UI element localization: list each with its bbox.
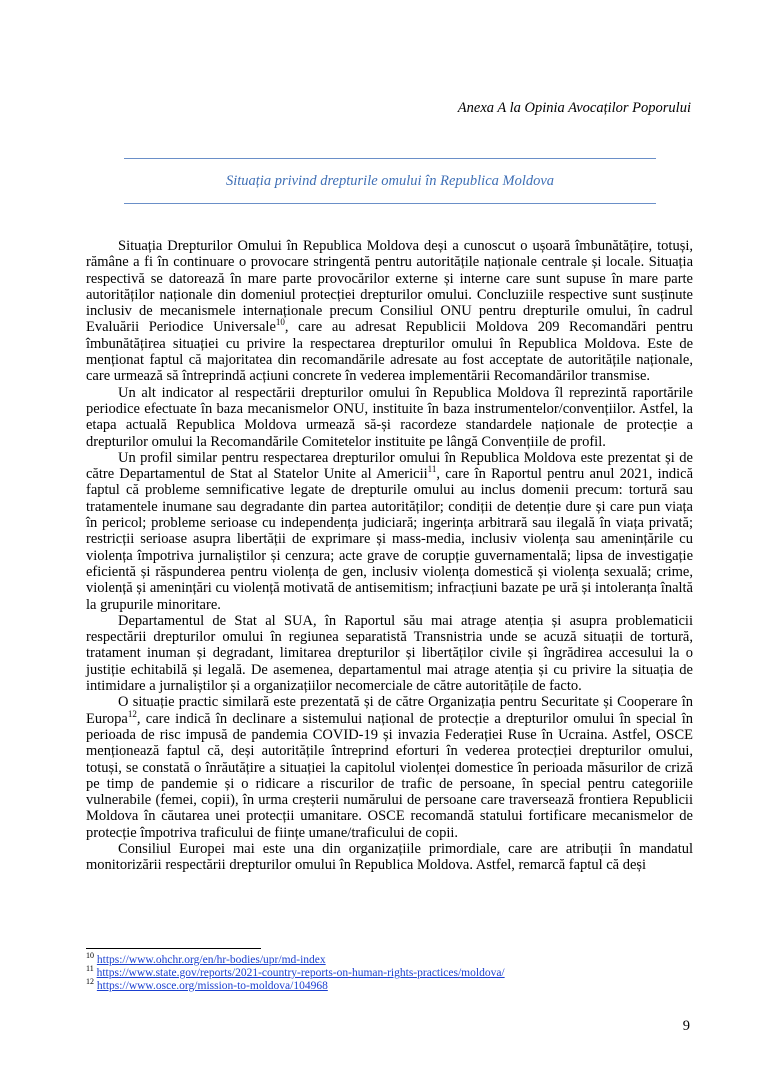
paragraph-text: O situație practic similară este prezentată și de către Organizația pentru Securitate și Cooperare în Europa <box>86 694 693 727</box>
footnote-number: 10 <box>86 951 94 961</box>
footnote-link[interactable]: https://www.ohchr.org/en/hr-bodies/upr/md-index <box>96 954 326 966</box>
footnote-link[interactable]: https://www.state.gov/reports/2021-country-reports-on-human-rights-practices/moldova/ <box>96 967 505 979</box>
paragraph-text: , care în Raportul pentru anul 2021, indică faptul că probleme semnificative legate de drepturile omului au inclus domenii precum: tortură sau tratamentele inumane sau degradante din partea autorităților; condiții de detenție dure și care pun viața în pericol; probleme serioase cu independența judiciară; ingerința arbitrară sau ilegală în viața privată; restricții serioase asupra libertății de exprimare și mass-media, inclusiv violența sau amenințările cu violența împotriva jurnaliștilor și cenzura; acte grave de corupție guvernamentală; lipsa de investigație eficientă și răspunderea pentru violența de gen, inclusiv violența domestică și violența sexuală; crime, violență și amenințări cu violență motivată de antisemitism; infracțiuni bazate pe ură și intoleranța înaltă la grupurile minoritare. <box>86 466 694 613</box>
paragraph <box>86 450 693 613</box>
paragraph <box>86 613 693 694</box>
footnote-ref: 10 <box>275 317 285 328</box>
paragraph-text: Un alt indicator al respectării drepturilor omului în Republica Moldova îl reprezintă raportările periodice efectuate în baza mecanismelor ONU, instituite în baza instrumentelor/convențiilor. Astfel, la etapa actuală Republica Moldova urmează să-și racordeze standardele naționale de protecție a drepturilor omului la Recomandările Comitetelor instituite pe lângă Convențiile de profil. <box>86 384 693 450</box>
footnote-ref: 12 <box>127 708 137 719</box>
footnote <box>86 977 505 993</box>
paragraph-text: Un profil similar pentru respectarea drepturilor omului în Republica Moldova este prezentat și de către Departamentul de Stat al Statelor Unite al Americii <box>86 449 693 483</box>
body-text <box>86 238 693 874</box>
paragraph <box>86 841 693 874</box>
title-rule-top <box>124 158 656 159</box>
footnotes <box>86 951 505 993</box>
section-title: Situația privind drepturile omului în Republica Moldova <box>225 173 555 189</box>
annex-header: Anexa A la Opinia Avocaților Poporului <box>457 100 691 116</box>
paragraph-text: Situația Drepturilor Omului în Republica Moldova deși a cunoscut o ușoară îmbunătățire, totuși, rămâne a fi în continuare o provocare stringentă pentru autoritățile naționale centrale și locale. Situația respectivă se datorează în mare parte provocărilor externe și interne care sunt supuse în mare parte autorităților naționale din domeniul protecției drepturilor omului. Concluziile respective sunt susținute inclusiv de mecanismele internaționale precum Consiliul ONU pentru drepturile omului, în cadrul Evaluării Periodice Universale <box>86 238 693 336</box>
title-rule-bottom <box>124 203 656 204</box>
paragraph <box>86 238 693 385</box>
paragraph <box>86 385 693 450</box>
footnote-number: 11 <box>86 964 94 974</box>
footnote-link[interactable]: https://www.osce.org/mission-to-moldova/104968 <box>96 980 328 992</box>
paragraph-text: Departamentul de Stat al SUA, în Raportul său mai atrage atenția și asupra problematicii respectării drepturilor omului în regiunea separatistă Transnistria unde se acuză situații de tortură, tratament inuman și degradant, limitarea drepturilor și libertăților civile și îngrădirea accesului la o justiție echitabilă și legală. De asemenea, departamentul mai atrage atenția și cu privire la situația de intimidare a jurnaliștilor și a organizațiilor necomerciale de către autoritățile de facto. <box>86 612 693 695</box>
paragraph <box>86 694 693 841</box>
paragraph-text: , care indică în declinare a sistemului național de protecție a drepturilor omului în special în perioada de risc impusă de pandemia COVID-19 și invazia Federației Ruse în Ucraina. Astfel, OSCE menționează faptul că, deși autoritățile întreprind eforturi în vederea protecției drepturilor omului, totuși, se constată o înrăutățire a situației la capitolul violenței domestice în perioada măsurilor de criză pe timp de pandemie și o ridicare a riscurilor de trafic de persoane, în special pentru categoriile vulnerabile (femei, copii), în urma creșterii numărului de persoane care traversează frontiera Republicii Moldova în căutarea unei protecții umanitare. OSCE recomandă statului fortificare mecanismelor de protecție împotriva traficului de ființe umane/traficului de copii. <box>86 710 693 841</box>
footnote-ref: 11 <box>427 464 437 475</box>
footnote <box>86 964 505 980</box>
paragraph-text: Consiliul Europei mai este una din organizațiile primordiale, care are atribuții în mandatul monitorizării respectării drepturilor omului în Republica Moldova. Astfel, remarcă faptul că deși <box>86 840 693 874</box>
footnote <box>86 951 505 967</box>
footnote-number: 12 <box>86 977 94 987</box>
paragraph-text: , care au adresat Republicii Moldova 209 Recomandări pentru îmbunătățirea situației cu privire la respectarea drepturilor omului în Republica Moldova. Este de menționat faptul că majoritatea din recomandările adresate au fost acceptate de autoritățile naționale, care urmează să întreprindă acțiuni concrete în vederea implementării Recomandărilor transmise. <box>86 319 693 385</box>
footnote-separator <box>86 948 261 949</box>
page-number: 9 <box>682 1018 690 1034</box>
